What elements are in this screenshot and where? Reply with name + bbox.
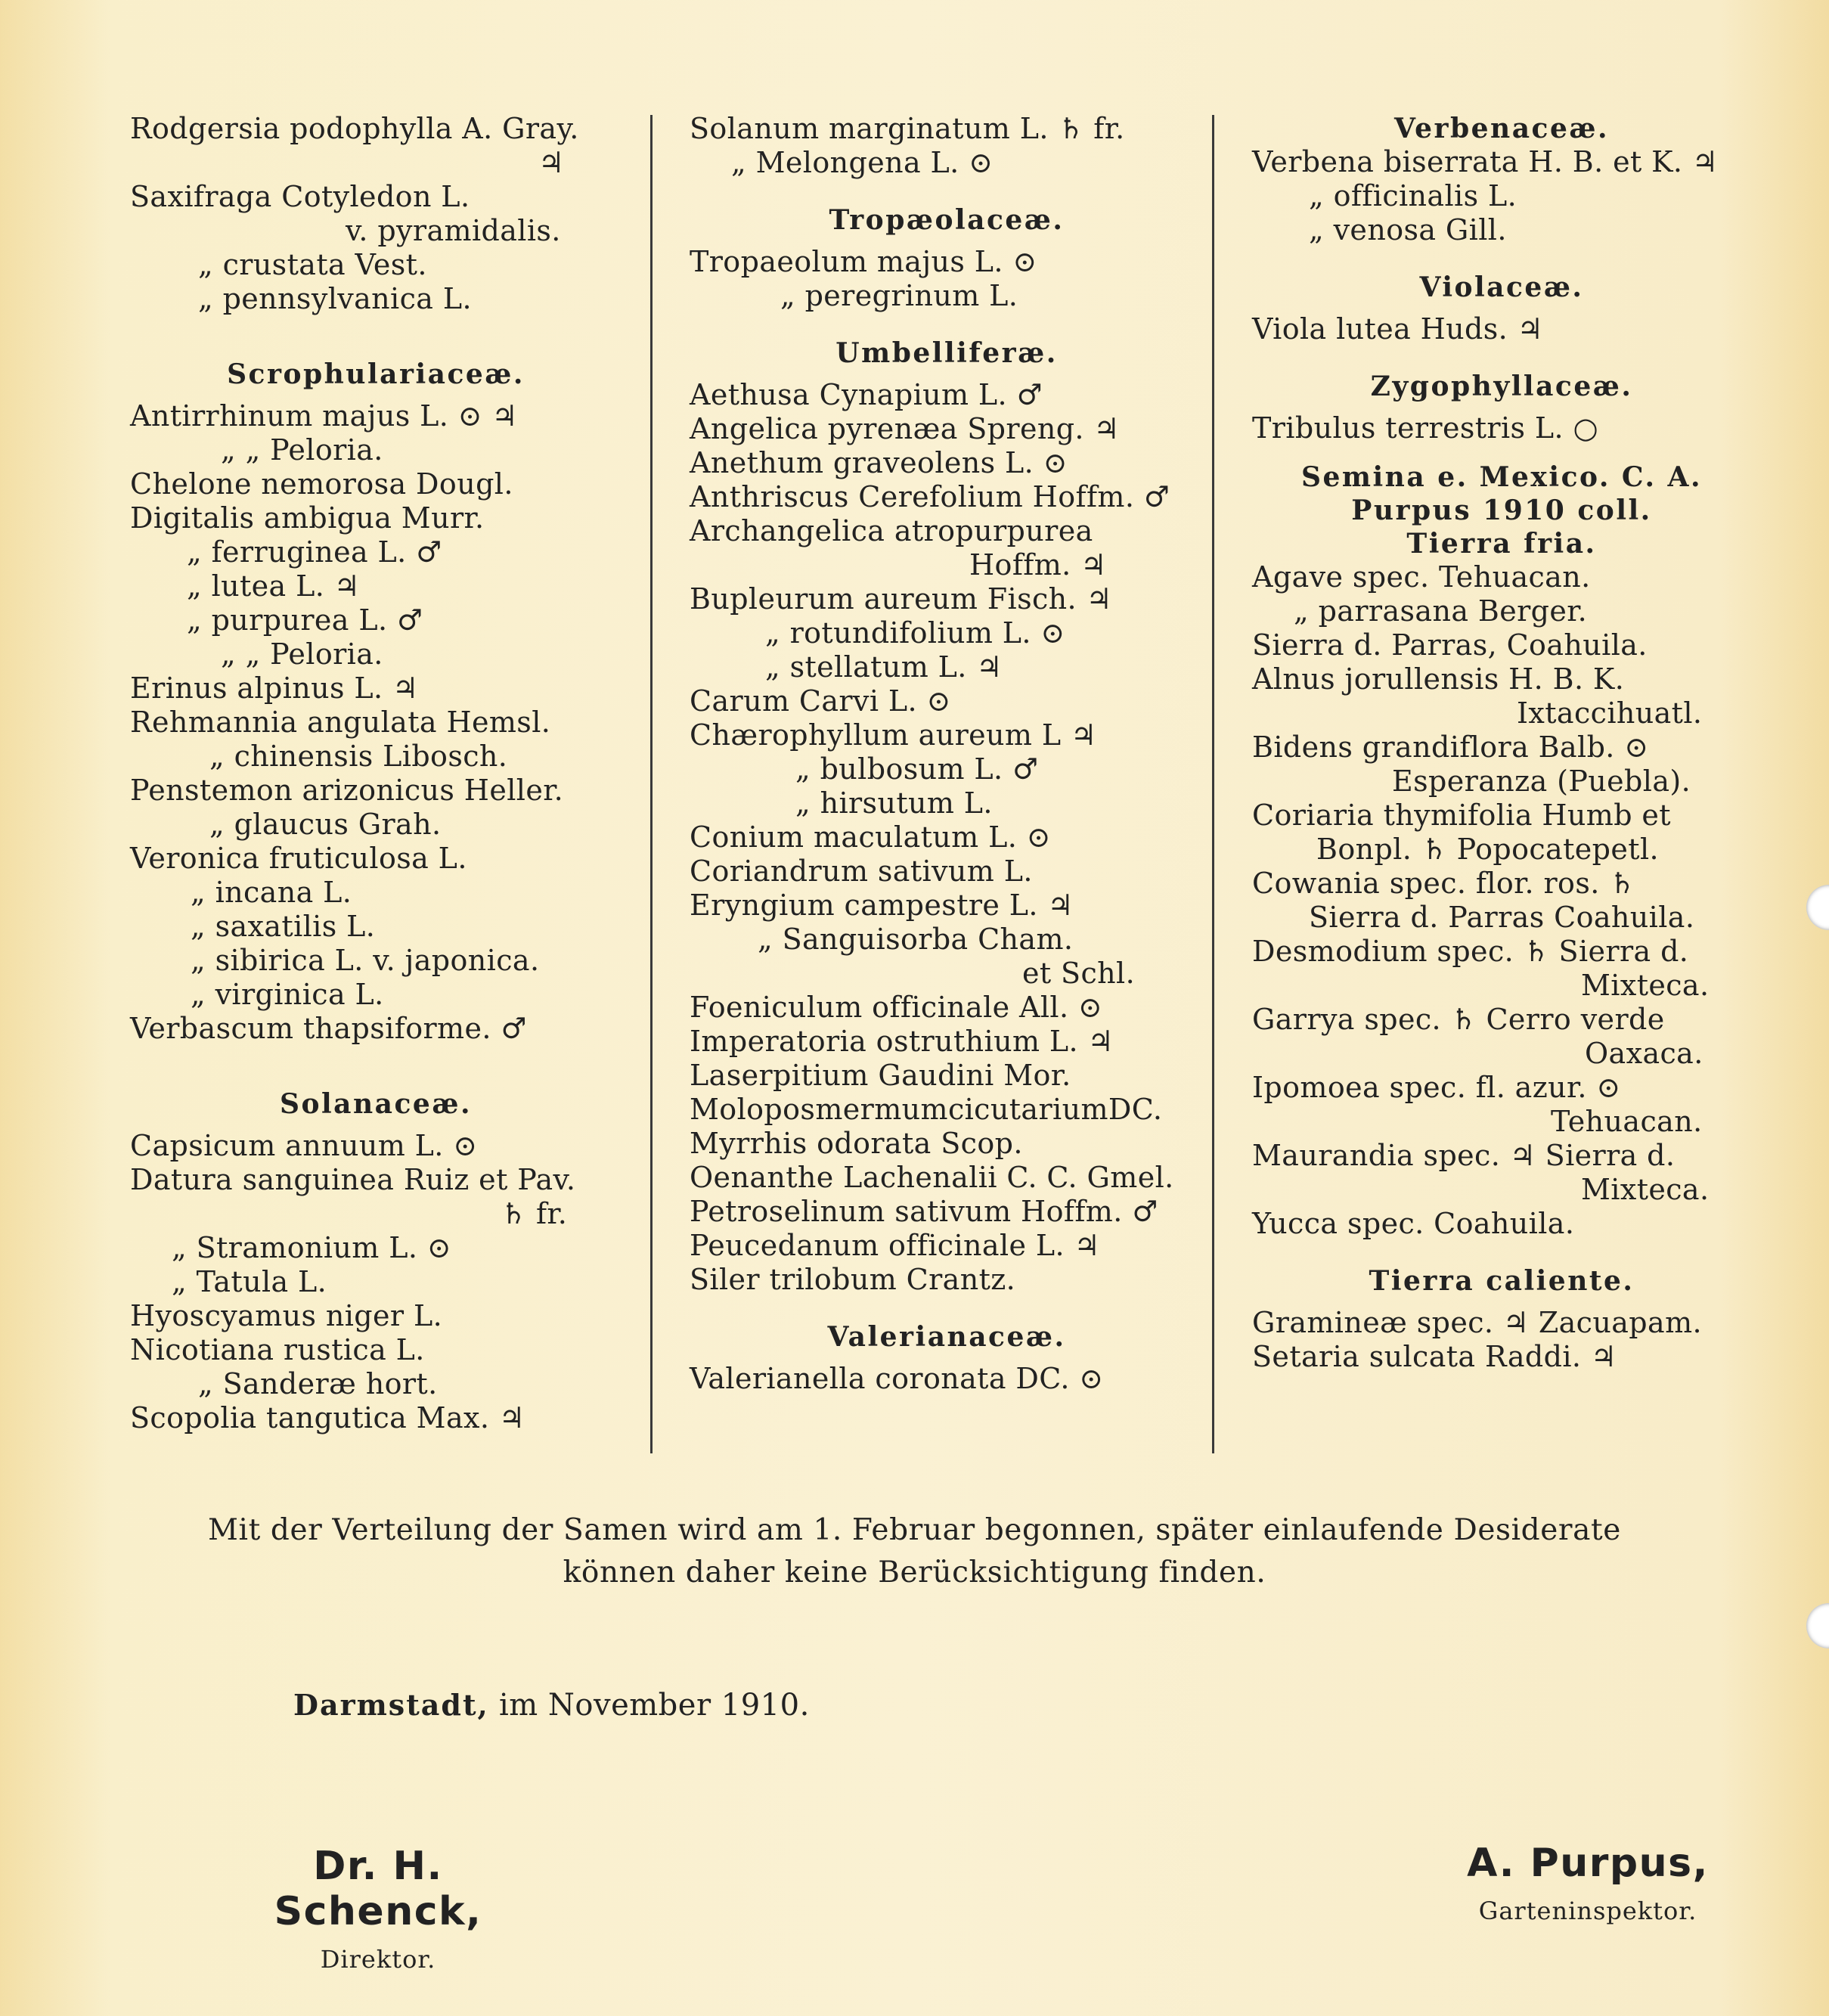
species-entry: „ pennsylvanica L. xyxy=(198,282,472,315)
species-entry: Agave spec. Tehuacan. xyxy=(1252,560,1591,594)
species-entry: „ Melongena L. ⊙ xyxy=(731,146,994,179)
signer-name: Dr. H. Schenck, xyxy=(274,1844,482,1934)
signer-name: A. Purpus, xyxy=(1467,1841,1709,1886)
place-name: Darmstadt, xyxy=(293,1688,489,1722)
species-entry: Rehmannia angulata Hemsl. xyxy=(130,706,551,739)
species-entry: „ Sanderæ hort. xyxy=(198,1367,438,1400)
species-entry: Rodgersia podophylla A. Gray. xyxy=(130,112,579,145)
distribution-note xyxy=(0,1509,1829,1594)
species-entry: „ virginica L. xyxy=(191,978,384,1011)
signature-director xyxy=(204,1844,552,1974)
punch-hole xyxy=(1806,1603,1829,1648)
species-entry: Alnus jorullensis H. B. K. xyxy=(1252,662,1625,696)
species-entry: „ peregrinum L. xyxy=(780,279,1018,312)
species-entry: „ incana L. xyxy=(191,876,352,909)
spacer xyxy=(1252,445,1751,461)
species-entry: Bonpl. ♄ Popocatepetl. xyxy=(1316,833,1659,866)
species-entry: Oenanthe Lachenalii C. C. Gmel. xyxy=(690,1161,1174,1194)
species-entry: „ saxatilis L. xyxy=(191,910,376,943)
family-heading: Semina e. Mexico. C. A. xyxy=(1301,461,1702,493)
species-entry: Desmodium spec. ♄ Sierra d. xyxy=(1252,935,1689,968)
species-entry: „ stellatum L. ♃ xyxy=(765,650,1003,684)
species-entry: Aethusa Cynapium L. ♂ xyxy=(690,378,1043,411)
species-entry: Antirrhinum majus L. ⊙ ♃ xyxy=(130,399,518,433)
species-entry: „ bulbosum L. ♂ xyxy=(795,752,1039,786)
species-entry: Setaria sulcata Raddi. ♃ xyxy=(1252,1340,1617,1373)
species-entry: Anthriscus Cerefolium Hoffm. ♂ xyxy=(690,480,1170,513)
species-entry: „ purpurea L. ♂ xyxy=(187,603,423,637)
species-entry: Siler trilobum Crantz. xyxy=(690,1263,1016,1296)
spacer xyxy=(130,316,622,349)
family-heading: Zygophyllaceæ. xyxy=(1370,371,1633,402)
note-line: können daher keine Berücksichtigung finden. xyxy=(563,1555,1266,1590)
place-date xyxy=(293,1688,810,1723)
species-entry: Mixteca. xyxy=(1581,969,1710,1002)
species-entry: v. pyramidalis. xyxy=(346,214,561,247)
species-entry: ♃ xyxy=(538,146,565,179)
species-entry: Chelone nemorosa Dougl. xyxy=(130,467,513,501)
family-heading: Scrophulariaceæ. xyxy=(227,358,525,390)
species-entry: „ chinensis Libosch. xyxy=(209,740,508,773)
species-entry: Verbena biserrata H. B. et K. ♃ xyxy=(1252,145,1719,178)
species-entry: Digitalis ambigua Murr. xyxy=(130,501,485,535)
species-entry: Anethum graveolens L. ⊙ xyxy=(690,446,1068,479)
species-entry: Carum Carvi L. ⊙ xyxy=(690,684,951,718)
species-entry: Ixtaccihuatl. xyxy=(1517,696,1703,730)
spacer xyxy=(1252,346,1751,361)
spacer xyxy=(1252,1241,1751,1256)
species-entry: Garrya spec. ♄ Cerro verde xyxy=(1252,1003,1665,1036)
family-heading: Tierra caliente. xyxy=(1369,1265,1635,1297)
species-entry: Coriandrum sativum L. xyxy=(690,854,1033,888)
species-entry: Coriaria thymifolia Humb et xyxy=(1252,799,1671,832)
species-entry: Esperanza (Puebla). xyxy=(1392,765,1691,798)
family-heading: Solanaceæ. xyxy=(280,1088,472,1120)
species-entry: „ rotundifolium L. ⊙ xyxy=(765,616,1065,650)
species-entry: Angelica pyrenæa Spreng. ♃ xyxy=(690,412,1120,445)
species-entry: Capsicum annuum L. ⊙ xyxy=(130,1129,478,1162)
date-text: im November 1910. xyxy=(498,1688,810,1723)
species-entry: Foeniculum officinale All. ⊙ xyxy=(690,991,1103,1024)
species-entry: Sierra d. Parras Coahuila. xyxy=(1309,901,1695,934)
column-divider xyxy=(1212,115,1214,1453)
species-entry: Myrrhis odorata Scop. xyxy=(690,1127,1023,1160)
species-entry: „ ferruginea L. ♂ xyxy=(187,535,442,569)
species-entry: Gramineæ spec. ♃ Zacuapam. xyxy=(1252,1306,1702,1339)
species-entry: Tropaeolum majus L. ⊙ xyxy=(690,245,1037,278)
species-entry: Sierra d. Parras, Coahuila. xyxy=(1252,628,1648,662)
species-entry: Mixteca. xyxy=(1581,1173,1710,1206)
punch-hole xyxy=(1806,885,1829,930)
family-heading: Verbenaceæ. xyxy=(1393,113,1610,144)
species-entry: Bidens grandiflora Balb. ⊙ xyxy=(1252,730,1649,764)
species-entry: Nicotiana rustica L. xyxy=(130,1333,425,1366)
species-entry: „ Sanguisorba Cham. xyxy=(758,923,1074,956)
signature-inspector xyxy=(1414,1841,1762,1925)
species-entry: Maurandia spec. ♃ Sierra d. xyxy=(1252,1139,1676,1172)
species-entry: „ venosa Gill. xyxy=(1309,213,1507,247)
species-entry: „ hirsutum L. xyxy=(795,786,993,820)
species-entry: Tribulus terrestris L. ○ xyxy=(1252,411,1599,445)
family-heading: Purpus 1910 coll. xyxy=(1351,495,1652,526)
species-entry: „ glaucus Grah. xyxy=(209,808,442,841)
column-2 xyxy=(690,112,1204,1396)
column-3 xyxy=(1252,112,1751,1374)
species-entry: Cowania spec. flor. ros. ♄ xyxy=(1252,867,1635,900)
species-entry: „ sibirica L. v. japonica. xyxy=(191,944,540,977)
family-heading: Violaceæ. xyxy=(1419,271,1584,303)
species-entry: Solanum marginatum L. ♄ fr. xyxy=(690,112,1125,145)
species-entry: Imperatoria ostruthium L. ♃ xyxy=(690,1025,1114,1058)
spacer xyxy=(690,313,1204,328)
note-line: Mit der Verteilung der Samen wird am 1. Februar begonnen, später einlaufende Desiderate xyxy=(208,1513,1621,1547)
species-entry: Ipomoea spec. fl. azur. ⊙ xyxy=(1252,1071,1621,1104)
species-entry: Conium maculatum L. ⊙ xyxy=(690,820,1051,854)
species-entry: Laserpitium Gaudini Mor. xyxy=(690,1059,1071,1092)
species-entry: ♄ fr. xyxy=(501,1197,568,1230)
species-entry: Archangelica atropurpurea xyxy=(690,514,1093,547)
species-entry: Veronica fruticulosa L. xyxy=(130,842,467,875)
spacer xyxy=(690,1297,1204,1312)
species-entry: Chærophyllum aureum L ♃ xyxy=(690,718,1097,752)
species-entry: Saxifraga Cotyledon L. xyxy=(130,180,470,213)
species-entry: Yucca spec. Coahuila. xyxy=(1252,1207,1575,1240)
species-entry: Bupleurum aureum Fisch. ♃ xyxy=(690,582,1112,616)
column-1 xyxy=(130,112,622,1435)
species-entry: Viola lutea Huds. ♃ xyxy=(1252,312,1544,346)
family-heading: Tierra fria. xyxy=(1406,528,1597,560)
species-entry: „ officinalis L. xyxy=(1309,179,1517,212)
species-entry: „ crustata Vest. xyxy=(198,248,427,281)
family-heading: Valerianaceæ. xyxy=(827,1321,1066,1353)
species-entry: Valerianella coronata DC. ⊙ xyxy=(690,1362,1104,1395)
column-divider xyxy=(650,115,653,1453)
spacer xyxy=(690,180,1204,195)
species-entry: Hyoscyamus niger L. xyxy=(130,1299,443,1332)
species-entry: Penstemon arizonicus Heller. xyxy=(130,774,564,807)
species-entry: „ Stramonium L. ⊙ xyxy=(172,1231,452,1264)
species-entry: Erinus alpinus L. ♃ xyxy=(130,671,419,705)
spacer xyxy=(1252,247,1751,262)
species-entry: Petroselinum sativum Hoffm. ♂ xyxy=(690,1195,1158,1228)
species-entry: „ lutea L. ♃ xyxy=(187,569,361,603)
species-entry: Datura sanguinea Ruiz et Pav. xyxy=(130,1163,576,1196)
species-entry: Peucedanum officinale L. ♃ xyxy=(690,1229,1100,1262)
species-entry: Tehuacan. xyxy=(1551,1105,1703,1138)
signer-role: Garteninspektor. xyxy=(1478,1897,1697,1925)
species-entry: Hoffm. ♃ xyxy=(969,548,1107,582)
species-entry: „ Tatula L. xyxy=(172,1265,327,1298)
family-heading: Tropæolaceæ. xyxy=(829,204,1065,236)
species-entry: Eryngium campestre L. ♃ xyxy=(690,889,1074,922)
species-entry: Scopolia tangutica Max. ♃ xyxy=(130,1401,525,1434)
family-heading: Umbelliferæ. xyxy=(835,337,1058,369)
species-entry: MoloposmermumcicutariumDC. xyxy=(690,1093,1163,1126)
species-entry: „ parrasana Berger. xyxy=(1294,594,1588,628)
species-entry: et Schl. xyxy=(1022,957,1136,990)
species-entry: Oaxaca. xyxy=(1585,1037,1703,1070)
signer-role: Direktor. xyxy=(320,1945,436,1974)
spacer xyxy=(130,1046,622,1079)
species-entry: „ „ Peloria. xyxy=(221,433,383,467)
species-entry: Verbascum thapsiforme. ♂ xyxy=(130,1012,527,1045)
species-entry: „ „ Peloria. xyxy=(221,637,383,671)
